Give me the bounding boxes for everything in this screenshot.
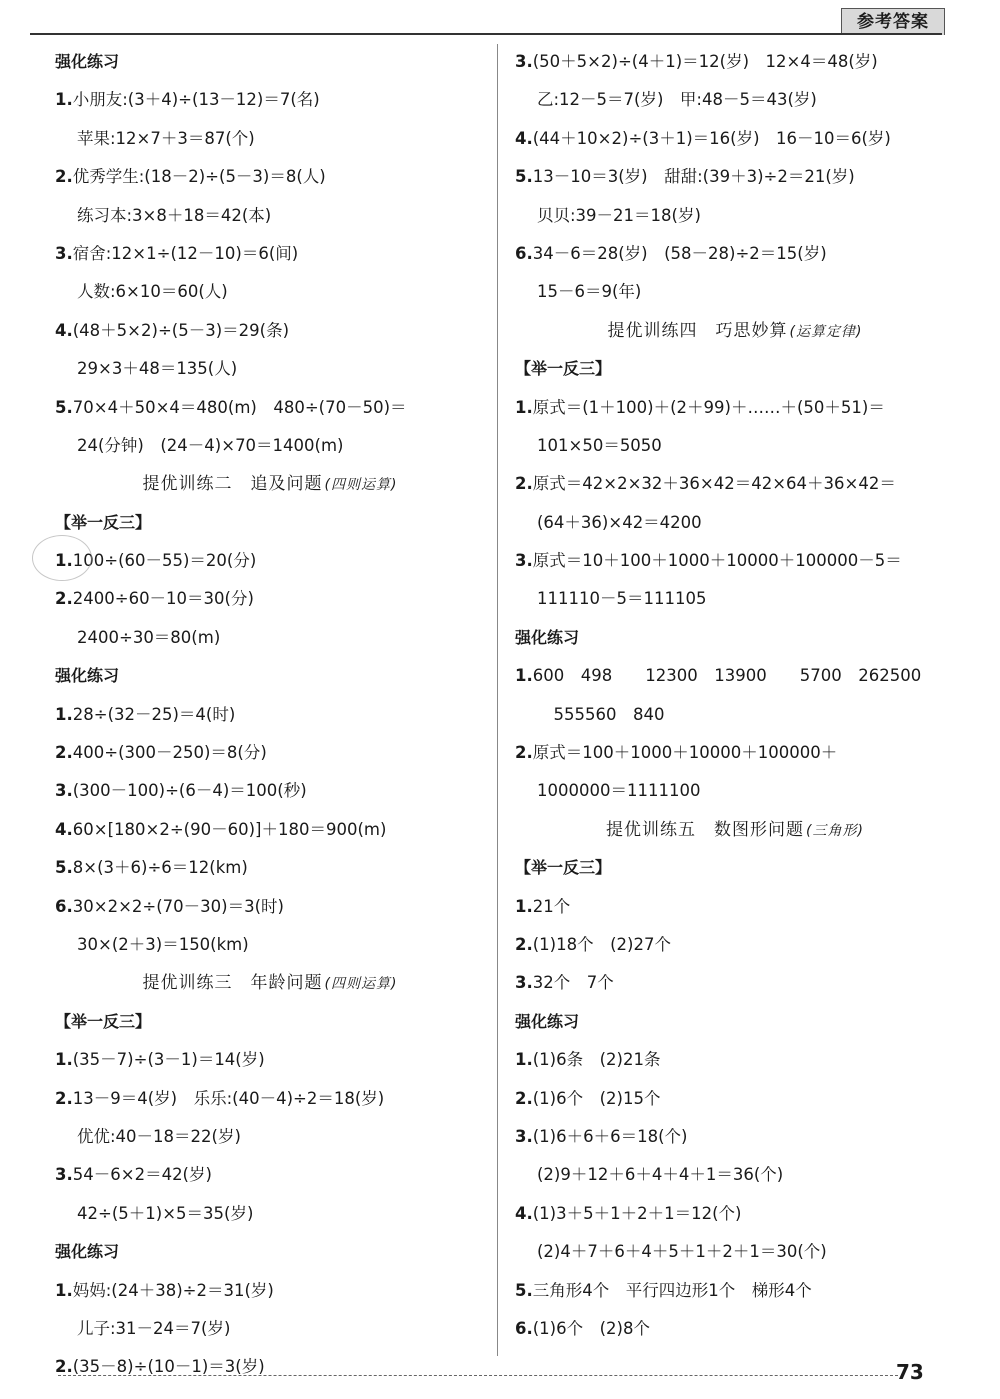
item-number: 1. xyxy=(515,896,533,916)
item-text: 100÷(60－55)＝20(分) xyxy=(72,551,257,571)
answer-item xyxy=(515,888,955,926)
answer-continuation: 15－6＝9(年) xyxy=(537,282,642,302)
answer-continuation: 1000000＝1111100 xyxy=(537,781,701,801)
item-text: (300－100)÷(6－4)＝100(秒) xyxy=(72,781,307,801)
section-heading: 强化练习 xyxy=(55,1242,120,1262)
item-text: 30×2×2÷(70－30)＝3(时) xyxy=(72,896,284,916)
answer-item xyxy=(515,120,955,158)
item-number: 1. xyxy=(515,1050,533,1070)
answer-item xyxy=(515,1195,955,1233)
item-number: 2. xyxy=(515,474,533,494)
item-number: 3. xyxy=(55,1165,73,1185)
answer-item xyxy=(515,43,955,81)
column-divider xyxy=(497,44,498,1356)
answer-continuation: 儿子:31－24＝7(岁) xyxy=(77,1318,231,1338)
answer-item xyxy=(55,1348,485,1386)
section-heading: 强化练习 xyxy=(55,666,120,686)
answer-continuation: 乙:12－5＝7(岁) 甲:48－5＝43(岁) xyxy=(537,90,817,110)
answer-continuation: 2400÷30＝80(m) xyxy=(77,627,221,647)
answer-item xyxy=(55,580,485,618)
section-title-subtitle: (运算定律) xyxy=(789,323,863,340)
item-number: 2. xyxy=(55,167,73,187)
answer-item xyxy=(55,696,485,734)
item-text: 400÷(300－250)＝8(分) xyxy=(72,743,267,763)
answer-continuation: 苹果:12×7＋3＝87(个) xyxy=(77,128,255,148)
answer-item xyxy=(55,158,485,196)
answer-item xyxy=(515,1118,955,1156)
item-text: (35－7)÷(3－1)＝14(岁) xyxy=(72,1050,265,1070)
item-number: 2. xyxy=(55,1088,73,1108)
item-number: 2. xyxy=(55,589,73,609)
item-number: 3. xyxy=(515,1126,533,1146)
page-number: 73 xyxy=(896,1360,924,1384)
item-number: 5. xyxy=(55,858,73,878)
answer-item xyxy=(515,158,955,196)
section-heading: 【举一反三】 xyxy=(515,359,612,379)
stamp-mark xyxy=(32,535,92,581)
item-text: 13－10＝3(岁) 甜甜:(39＋3)÷2＝21(岁) xyxy=(532,167,855,187)
item-text: 32个 7个 xyxy=(532,973,614,993)
footer-rule xyxy=(58,1375,898,1376)
item-number: 3. xyxy=(515,551,533,571)
item-text: (1)6条 (2)21条 xyxy=(532,1050,661,1070)
answer-item xyxy=(515,542,955,580)
item-text: 600 498 12300 13900 5700 262500 xyxy=(532,666,922,686)
item-number: 6. xyxy=(515,1318,533,1338)
section-title xyxy=(515,811,955,849)
item-number: 4. xyxy=(55,320,73,340)
answer-continuation: 优优:40－18＝22(岁) xyxy=(77,1126,241,1146)
item-text: 34－6＝28(岁) (58－28)÷2＝15(岁) xyxy=(532,243,827,263)
item-number: 2. xyxy=(515,934,533,954)
answer-item xyxy=(515,1310,955,1348)
answer-item xyxy=(55,389,485,427)
item-number: 1. xyxy=(55,90,73,110)
item-number: 4. xyxy=(515,128,533,148)
item-number: 1. xyxy=(515,397,533,417)
answer-item xyxy=(55,772,485,810)
section-title-subtitle: (三角形) xyxy=(806,822,864,839)
answer-item xyxy=(55,312,485,350)
answer-continuation: 人数:6×10＝60(人) xyxy=(77,282,228,302)
item-number: 3. xyxy=(55,781,73,801)
answer-continuation: 练习本:3×8＋18＝42(本) xyxy=(77,205,272,225)
item-text: (44＋10×2)÷(3＋1)＝16(岁) 16－10＝6(岁) xyxy=(532,128,891,148)
section-heading: 【举一反三】 xyxy=(55,512,152,532)
item-text: 宿舍:12×1÷(12－10)＝6(间) xyxy=(72,243,299,263)
left-column xyxy=(55,43,485,1387)
answer-item xyxy=(55,1156,485,1194)
answer-item xyxy=(55,811,485,849)
item-number: 3. xyxy=(55,243,73,263)
answer-item xyxy=(515,926,955,964)
answer-item xyxy=(55,1080,485,1118)
section-title-text: 提优训练五 数图形问题 xyxy=(606,819,805,840)
answer-item xyxy=(55,1272,485,1310)
answer-item xyxy=(515,1272,955,1310)
item-text: 原式＝(1＋100)＋(2＋99)＋……＋(50＋51)＝ xyxy=(532,397,885,417)
section-title-subtitle: (四则运算) xyxy=(324,477,398,494)
item-text: 小朋友:(3＋4)÷(13－12)＝7(名) xyxy=(72,90,320,110)
item-text: (1)6＋6＋6＝18(个) xyxy=(532,1126,688,1146)
item-text: 妈妈:(24＋38)÷2＝31(岁) xyxy=(72,1280,274,1300)
item-text: 三角形4个 平行四边形1个 梯形4个 xyxy=(532,1280,812,1300)
section-title-text: 提优训练二 追及问题 xyxy=(142,474,323,495)
answer-continuation: 101×50＝5050 xyxy=(537,435,662,455)
section-title xyxy=(55,964,485,1002)
answer-continuation: 24(分钟) (24－4)×70＝1400(m) xyxy=(77,435,344,455)
section-title-text: 提优训练四 巧思妙算 xyxy=(607,320,788,341)
item-text: 13－9＝4(岁) 乐乐:(40－4)÷2＝18(岁) xyxy=(72,1088,385,1108)
answer-item xyxy=(515,734,955,772)
item-text: 优秀学生:(18－2)÷(5－3)＝8(人) xyxy=(72,167,326,187)
answer-item xyxy=(515,657,955,695)
item-text: (1)18个 (2)27个 xyxy=(532,934,671,954)
answer-item xyxy=(55,849,485,887)
item-number: 2. xyxy=(55,743,73,763)
answer-item xyxy=(515,1041,955,1079)
answer-continuation: 42÷(5＋1)×5＝35(岁) xyxy=(77,1203,254,1223)
item-number: 1. xyxy=(55,551,73,571)
item-text: 原式＝10＋100＋1000＋10000＋100000－5＝ xyxy=(532,551,902,571)
item-text: 原式＝42×2×32＋36×42＝42×64＋36×42＝ xyxy=(532,474,896,494)
answer-continuation: 29×3＋48＝135(人) xyxy=(77,359,238,379)
item-text: 54－6×2＝42(岁) xyxy=(72,1165,212,1185)
answer-item xyxy=(515,235,955,273)
section-heading: 强化练习 xyxy=(55,52,120,71)
answer-item xyxy=(55,734,485,772)
item-number: 1. xyxy=(55,1280,73,1300)
answer-continuation: 555560 840 xyxy=(537,704,665,724)
item-number: 2. xyxy=(515,1088,533,1108)
answer-item xyxy=(515,465,955,503)
item-number: 2. xyxy=(515,743,533,763)
item-text: (50＋5×2)÷(4＋1)＝12(岁) 12×4＝48(岁) xyxy=(532,52,878,71)
item-number: 2. xyxy=(55,1357,73,1377)
item-text: 2400÷60－10＝30(分) xyxy=(72,589,254,609)
section-heading: 【举一反三】 xyxy=(515,858,612,878)
answer-key-badge: 参考答案 xyxy=(841,8,945,35)
answer-continuation: 30×(2＋3)＝150(km) xyxy=(77,934,249,954)
section-heading: 【举一反三】 xyxy=(55,1011,152,1031)
item-text: (1)3＋5＋1＋2＋1＝12(个) xyxy=(532,1203,742,1223)
item-number: 5. xyxy=(55,397,73,417)
item-number: 1. xyxy=(515,666,533,686)
item-text: 8×(3＋6)÷6＝12(km) xyxy=(72,858,248,878)
item-number: 1. xyxy=(55,704,73,724)
section-heading: 强化练习 xyxy=(515,627,580,647)
answer-item xyxy=(55,888,485,926)
section-title xyxy=(515,312,955,350)
item-text: 28÷(32－25)＝4(时) xyxy=(72,704,236,724)
item-text: (1)6个 (2)8个 xyxy=(532,1318,650,1338)
answer-item xyxy=(55,235,485,273)
answer-item xyxy=(515,964,955,1002)
item-text: (35－8)÷(10－1)＝3(岁) xyxy=(72,1357,265,1377)
answer-continuation: 贝贝:39－21＝18(岁) xyxy=(537,205,701,225)
section-title-subtitle: (四则运算) xyxy=(324,976,398,993)
item-number: 1. xyxy=(55,1050,73,1070)
section-title xyxy=(55,465,485,503)
answer-continuation: (2)4＋7＋6＋4＋5＋1＋2＋1＝30(个) xyxy=(537,1242,827,1262)
item-number: 6. xyxy=(55,896,73,916)
item-text: (48＋5×2)÷(5－3)＝29(条) xyxy=(72,320,290,340)
item-number: 6. xyxy=(515,243,533,263)
answer-item xyxy=(515,1080,955,1118)
item-number: 5. xyxy=(515,167,533,187)
item-text: 21个 xyxy=(532,896,571,916)
item-text: 70×4＋50×4＝480(m) 480÷(70－50)＝ xyxy=(72,397,407,417)
item-number: 4. xyxy=(55,819,73,839)
item-number: 4. xyxy=(515,1203,533,1223)
item-text: 60×[180×2÷(90－60)]＋180＝900(m) xyxy=(72,819,387,839)
answer-item xyxy=(515,389,955,427)
section-title-text: 提优训练三 年龄问题 xyxy=(142,973,323,994)
item-number: 3. xyxy=(515,973,533,993)
answer-item xyxy=(55,1041,485,1079)
item-number: 3. xyxy=(515,52,533,71)
section-heading: 强化练习 xyxy=(515,1011,580,1031)
item-number: 5. xyxy=(515,1280,533,1300)
item-text: (1)6个 (2)15个 xyxy=(532,1088,661,1108)
right-column xyxy=(515,43,955,1348)
header-rule xyxy=(30,33,942,35)
answer-continuation: 111110－5＝111105 xyxy=(537,589,707,609)
answer-item xyxy=(55,81,485,119)
answer-continuation: (64＋36)×42＝4200 xyxy=(537,512,702,532)
item-text: 原式＝100＋1000＋10000＋100000＋ xyxy=(532,743,838,763)
answer-continuation: (2)9＋12＋6＋4＋4＋1＝36(个) xyxy=(537,1165,784,1185)
answer-item xyxy=(55,542,485,580)
